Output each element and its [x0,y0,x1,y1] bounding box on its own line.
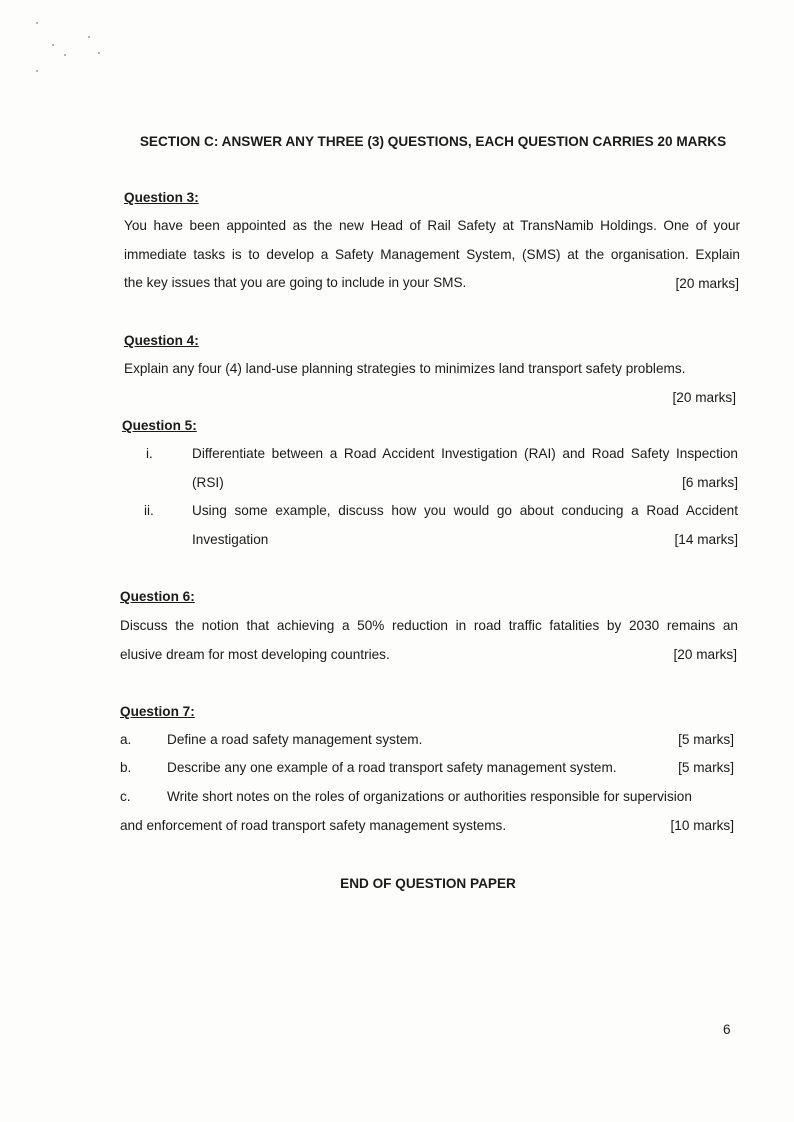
question-5-item-label: i. [146,446,153,461]
question-3-line-1: You have been appointed as the new Head of Rail Safety at TransNamib Holdings. One of your [124,218,740,233]
page-number: 6 [723,1022,731,1037]
scan-speck [98,52,100,54]
question-6-marks: [20 marks] [673,647,737,662]
question-7-item-a-marks: [5 marks] [678,732,734,747]
question-6-line-1: Discuss the notion that achieving a 50% reduction in road traffic fatalities by 2030 remains an [120,618,738,633]
question-5-heading: Question 5: [122,418,197,433]
question-4-line-1: Explain any four (4) land-use planning strategies to minimizes land transport safety problems. [124,361,686,376]
question-7-item-c-marks: [10 marks] [670,818,734,833]
question-7-item-label: a. [120,732,132,747]
question-7-item-label: c. [120,789,131,804]
question-6-heading: Question 6: [120,589,195,604]
question-5-item-2-line-1: Using some example, discuss how you would go about conducing a Road Accident [192,503,738,518]
question-3-line-2: immediate tasks is to develop a Safety Management System, (SMS) at the organisation. Explain [124,246,740,262]
question-5-item-1-line-1: Differentiate between a Road Accident Investigation (RAI) and Road Safety Inspection [192,446,738,461]
question-7-item-c-text-continued: and enforcement of road transport safety management systems. [120,818,507,833]
question-6-line-2: elusive dream for most developing countries. [120,647,390,662]
scan-speck [64,54,66,56]
end-of-paper: END OF QUESTION PAPER [340,876,516,891]
section-title: SECTION C: ANSWER ANY THREE (3) QUESTIONS, EACH QUESTION CARRIES 20 MARKS [139,134,727,149]
question-4-heading: Question 4: [124,333,199,348]
question-3-marks: [20 marks] [675,276,739,291]
question-5-item-2-marks: [14 marks] [674,532,738,547]
scan-speck [36,70,38,72]
question-5-item-2-line-2: Investigation [192,532,269,547]
question-3-heading: Question 3: [124,190,199,205]
question-7-item-b-text: Describe any one example of a road transport safety management system. [167,760,617,775]
question-5-item-1-line-2: (RSI) [192,475,224,490]
scan-speck [52,44,54,46]
question-7-item-c-text: Write short notes on the roles of organizations or authorities responsible for supervision [167,789,692,804]
scan-speck [36,22,38,24]
question-5-item-label: ii. [144,503,154,518]
question-3-line-3: the key issues that you are going to include in your SMS. [124,275,467,290]
question-7-item-label: b. [120,760,132,775]
question-7-heading: Question 7: [120,704,195,719]
question-5-item-1-marks: [6 marks] [682,475,738,490]
scan-speck [88,36,90,38]
question-7-item-b-marks: [5 marks] [678,760,734,775]
question-7-item-a-text: Define a road safety management system. [167,732,423,747]
question-4-marks: [20 marks] [672,390,736,405]
